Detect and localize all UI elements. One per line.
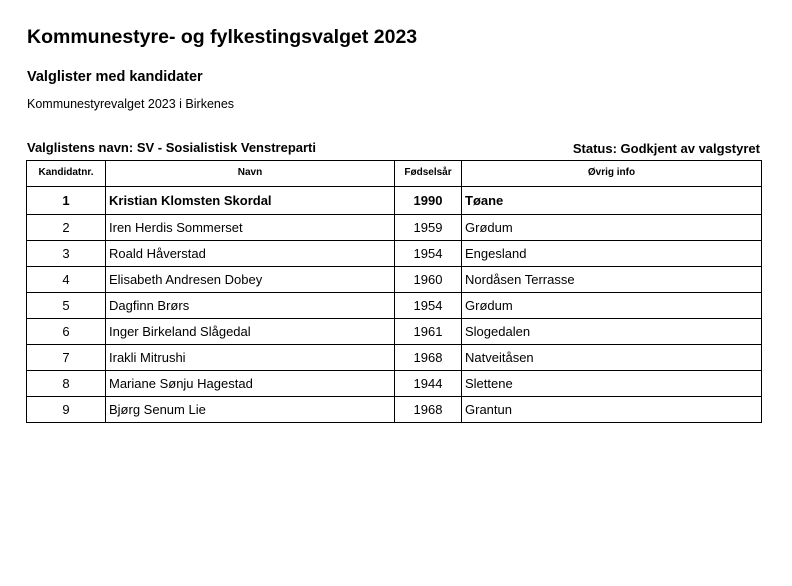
candidate-other-info: Grantun [462,397,762,423]
header-name: Navn [106,161,395,187]
list-name-label: Valglistens navn: SV - Sosialistisk Venstreparti [27,140,317,155]
table-row [27,371,762,397]
table-row [27,319,762,345]
candidate-birth-year: 1944 [395,371,462,397]
candidate-name: Elisabeth Andresen Dobey [106,267,395,293]
candidate-name: Bjørg Senum Lie [106,397,395,423]
candidate-other-info: Grødum [462,215,762,241]
table-row [27,215,762,241]
candidate-name: Mariane Sønju Hagestad [106,371,395,397]
header-birth-year: Fødselsår [395,161,462,187]
candidate-number: 3 [27,241,106,267]
header-other-info: Øvrig info [462,161,762,187]
candidate-other-info: Slogedalen [462,319,762,345]
table-header-row [27,161,762,187]
candidate-birth-year: 1961 [395,319,462,345]
table-row [27,293,762,319]
candidate-number: 9 [27,397,106,423]
candidate-birth-year: 1990 [395,187,462,215]
candidate-number: 1 [27,187,106,215]
table-row [27,397,762,423]
candidate-other-info: Slettene [462,371,762,397]
candidate-number: 6 [27,319,106,345]
candidate-birth-year: 1960 [395,267,462,293]
candidate-name: Inger Birkeland Slågedal [106,319,395,345]
candidate-name: Kristian Klomsten Skordal [106,187,395,215]
table-row [27,241,762,267]
table-row [27,267,762,293]
document-title: Kommunestyre- og fylkestingsvalget 2023 [27,26,418,48]
header-candidate-number: Kandidatnr. [27,161,106,187]
candidate-birth-year: 1954 [395,241,462,267]
candidates-table-body [27,187,762,423]
candidate-other-info: Grødum [462,293,762,319]
table-row [27,345,762,371]
candidate-birth-year: 1954 [395,293,462,319]
candidate-number: 8 [27,371,106,397]
candidate-other-info: Tøane [462,187,762,215]
candidate-name: Roald Håverstad [106,241,395,267]
candidate-birth-year: 1968 [395,397,462,423]
candidate-birth-year: 1968 [395,345,462,371]
candidate-other-info: Natveitåsen [462,345,762,371]
candidate-name: Dagfinn Brørs [106,293,395,319]
candidate-name: Irakli Mitrushi [106,345,395,371]
table-row [27,187,762,215]
list-status-label: Status: Godkjent av valgstyret [572,141,760,156]
candidate-number: 4 [27,267,106,293]
candidate-other-info: Engesland [462,241,762,267]
candidate-number: 5 [27,293,106,319]
candidate-birth-year: 1959 [395,215,462,241]
election-name: Kommunestyrevalget 2023 i Birkenes [27,97,235,111]
candidate-other-info: Nordåsen Terrasse [462,267,762,293]
candidates-table [26,160,762,423]
candidate-name: Iren Herdis Sommerset [106,215,395,241]
candidate-number: 7 [27,345,106,371]
document-subtitle: Valglister med kandidater [27,69,203,85]
candidate-number: 2 [27,215,106,241]
